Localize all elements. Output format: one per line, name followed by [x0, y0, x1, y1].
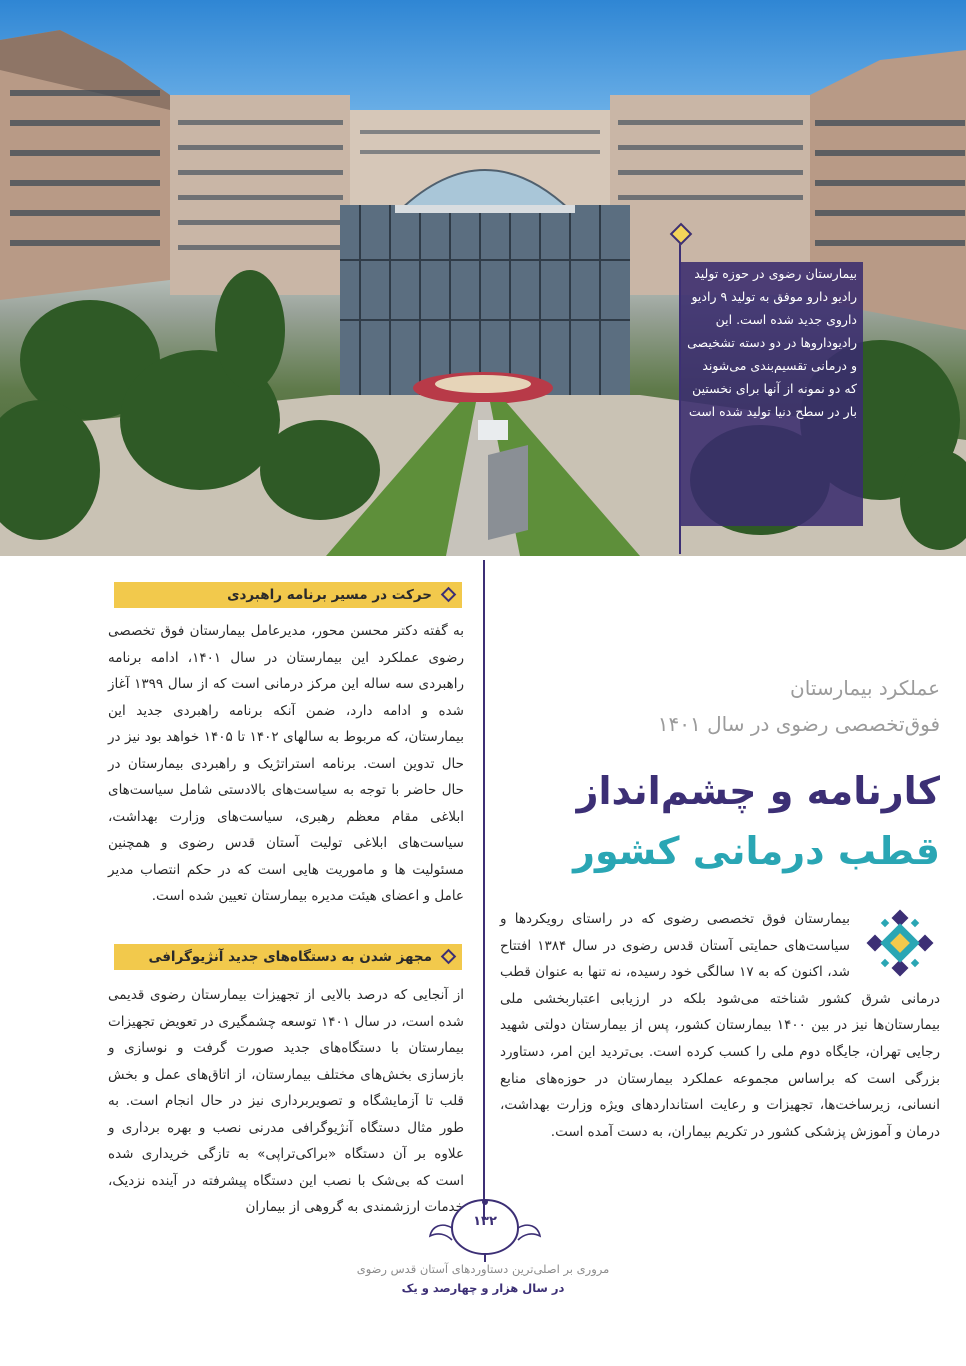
section-heading-angiography	[114, 944, 462, 970]
intro-paragraph: بیمارستان فوق تخصصی رضوی که در راستای رویکردها و سیاست‌های حمایتی آستان قدس رضوی در سال ۱۳۸۴ افتتاح شد، اکنون که به ۱۷ سالگی خود رسیده، نه تنها به عنوان قطب درمانی شرق کشور شناخته می‌شود بلکه در ارزیابی اعتباربخشی ملی بیمارستان‌ها نیز در بین ۱۴۰۰ بیمارستان کشور، پس از بیمارستان دولتی شهید رجایی تهران، جایگاه دوم ملی را کسب کرده است. بی‌تردید این امر، دستاورد بزرگی است که براساس مجموعه عملکرد بیمارستان در حوزه‌های منابع انسانی، زیرساخت‌ها، تجهیزات و رعایت استانداردهای ویژه وزارت بهداشت، درمان و آموزش پزشکی کشور در تکریم بیماران، به دست آمده است.	[500, 911, 941, 1140]
section-paragraph: به گفته دکتر محسن محور، مدیرعامل بیمارستان فوق تخصصی رضوی عملکرد این بیمارستان در سال ۱۴۰۱، ادامه برنامه راهبردی سه ساله این مرکز درمانی است که از سال ۱۳۹۹ آغاز شده و ادامه دارد، ضمن آنکه برنامه راهبردی جدید این بیمارستان، که مربوط به سالهای ۱۴۰۲ تا ۱۴۰۵ خواهد بود نیز در حال تدوین است. برنامه استراتژیک و راهبردی بیمارستان در حال حاضر با توجه به سیاست‌های بالادستی شامل سیاست‌های ابلاغی مقام معظم رهبری، سیاست‌های وزارت بهداشت، سیاست‌های ابلاغی تولیت آستان قدس رضوی و همچنین مسئولیت ها و ماموریت هایی است که در حکم انتصاب مدیر عامل و اعضای هیئت مدیره بیمارستان تعیین شده است.	[108, 623, 465, 904]
section-heading-text: حرکت در مسیر برنامه راهبردی	[227, 587, 432, 603]
section-heading-strategy	[114, 582, 462, 608]
section-body-angiography	[108, 982, 464, 1221]
hero-photo	[0, 0, 966, 556]
column-separator	[483, 560, 485, 1220]
kicker-line-1: عملکرد بیمارستان	[790, 676, 940, 700]
section-body-strategy	[108, 618, 464, 910]
page-number: ۱۳۲	[473, 1214, 497, 1229]
heading-bullet-icon	[441, 949, 457, 965]
photo-caption: بیمارستان رضوی در حوزه تولید رادیو دارو موفق به تولید ۹ رادیو داروی جدید شده است. این رادیوداروها در دو دسته تشخیصی و درمانی تقسیم‌بندی می‌شوند که دو نمونه از آنها برای نخستین بار در سطح دنیا تولید شده است	[681, 262, 863, 526]
footer-series-year: در سال هزار و چهارصد و یک	[401, 1281, 565, 1295]
footer-series-title: مروری بر اصلی‌ترین دستاوردهای آستان قدس رضوی	[356, 1262, 610, 1276]
section-paragraph: از آنجایی که درصد بالایی از تجهیزات بیمارستان رضوی قدیمی شده است، در سال ۱۴۰۱ توسعه چشمگیری در تعویض تجهیزات بیمارستان با دستگاه‌های جدید صورت گرفت و نوسازی و بازسازی بخش‌های مختلف بیمارستان، از اتاق‌های عمل و بخش قلب تا آزمایشگاه و تصویربرداری نیز در حال انجام است. به طور مثال دستگاه آنژیوگرافی مدرنی نصب و بهره برداری و علاوه بر آن دستگاه «براکی‌تراپی» به تازگی خریداری شده است که بی‌شک با نصب این دستگاه پیشرفته در آینده نزدیک، خدمات ارزشمندی به گروهی از بیماران	[108, 987, 464, 1215]
heading-bullet-icon	[441, 587, 457, 603]
geometric-ornament-icon	[860, 908, 940, 978]
article-intro	[500, 906, 940, 1145]
article-title-line-1: کارنامه و چشم‌انداز	[576, 769, 940, 813]
section-heading-text: مجهز شدن به دستگاه‌های جدید آنژیوگرافی	[148, 949, 432, 965]
page-number-ornament-icon	[424, 1196, 546, 1264]
article-title-line-2: قطب درمانی کشور	[573, 829, 940, 873]
kicker-line-2: فوق‌تخصصی رضوی در سال ۱۴۰۱	[657, 712, 940, 736]
